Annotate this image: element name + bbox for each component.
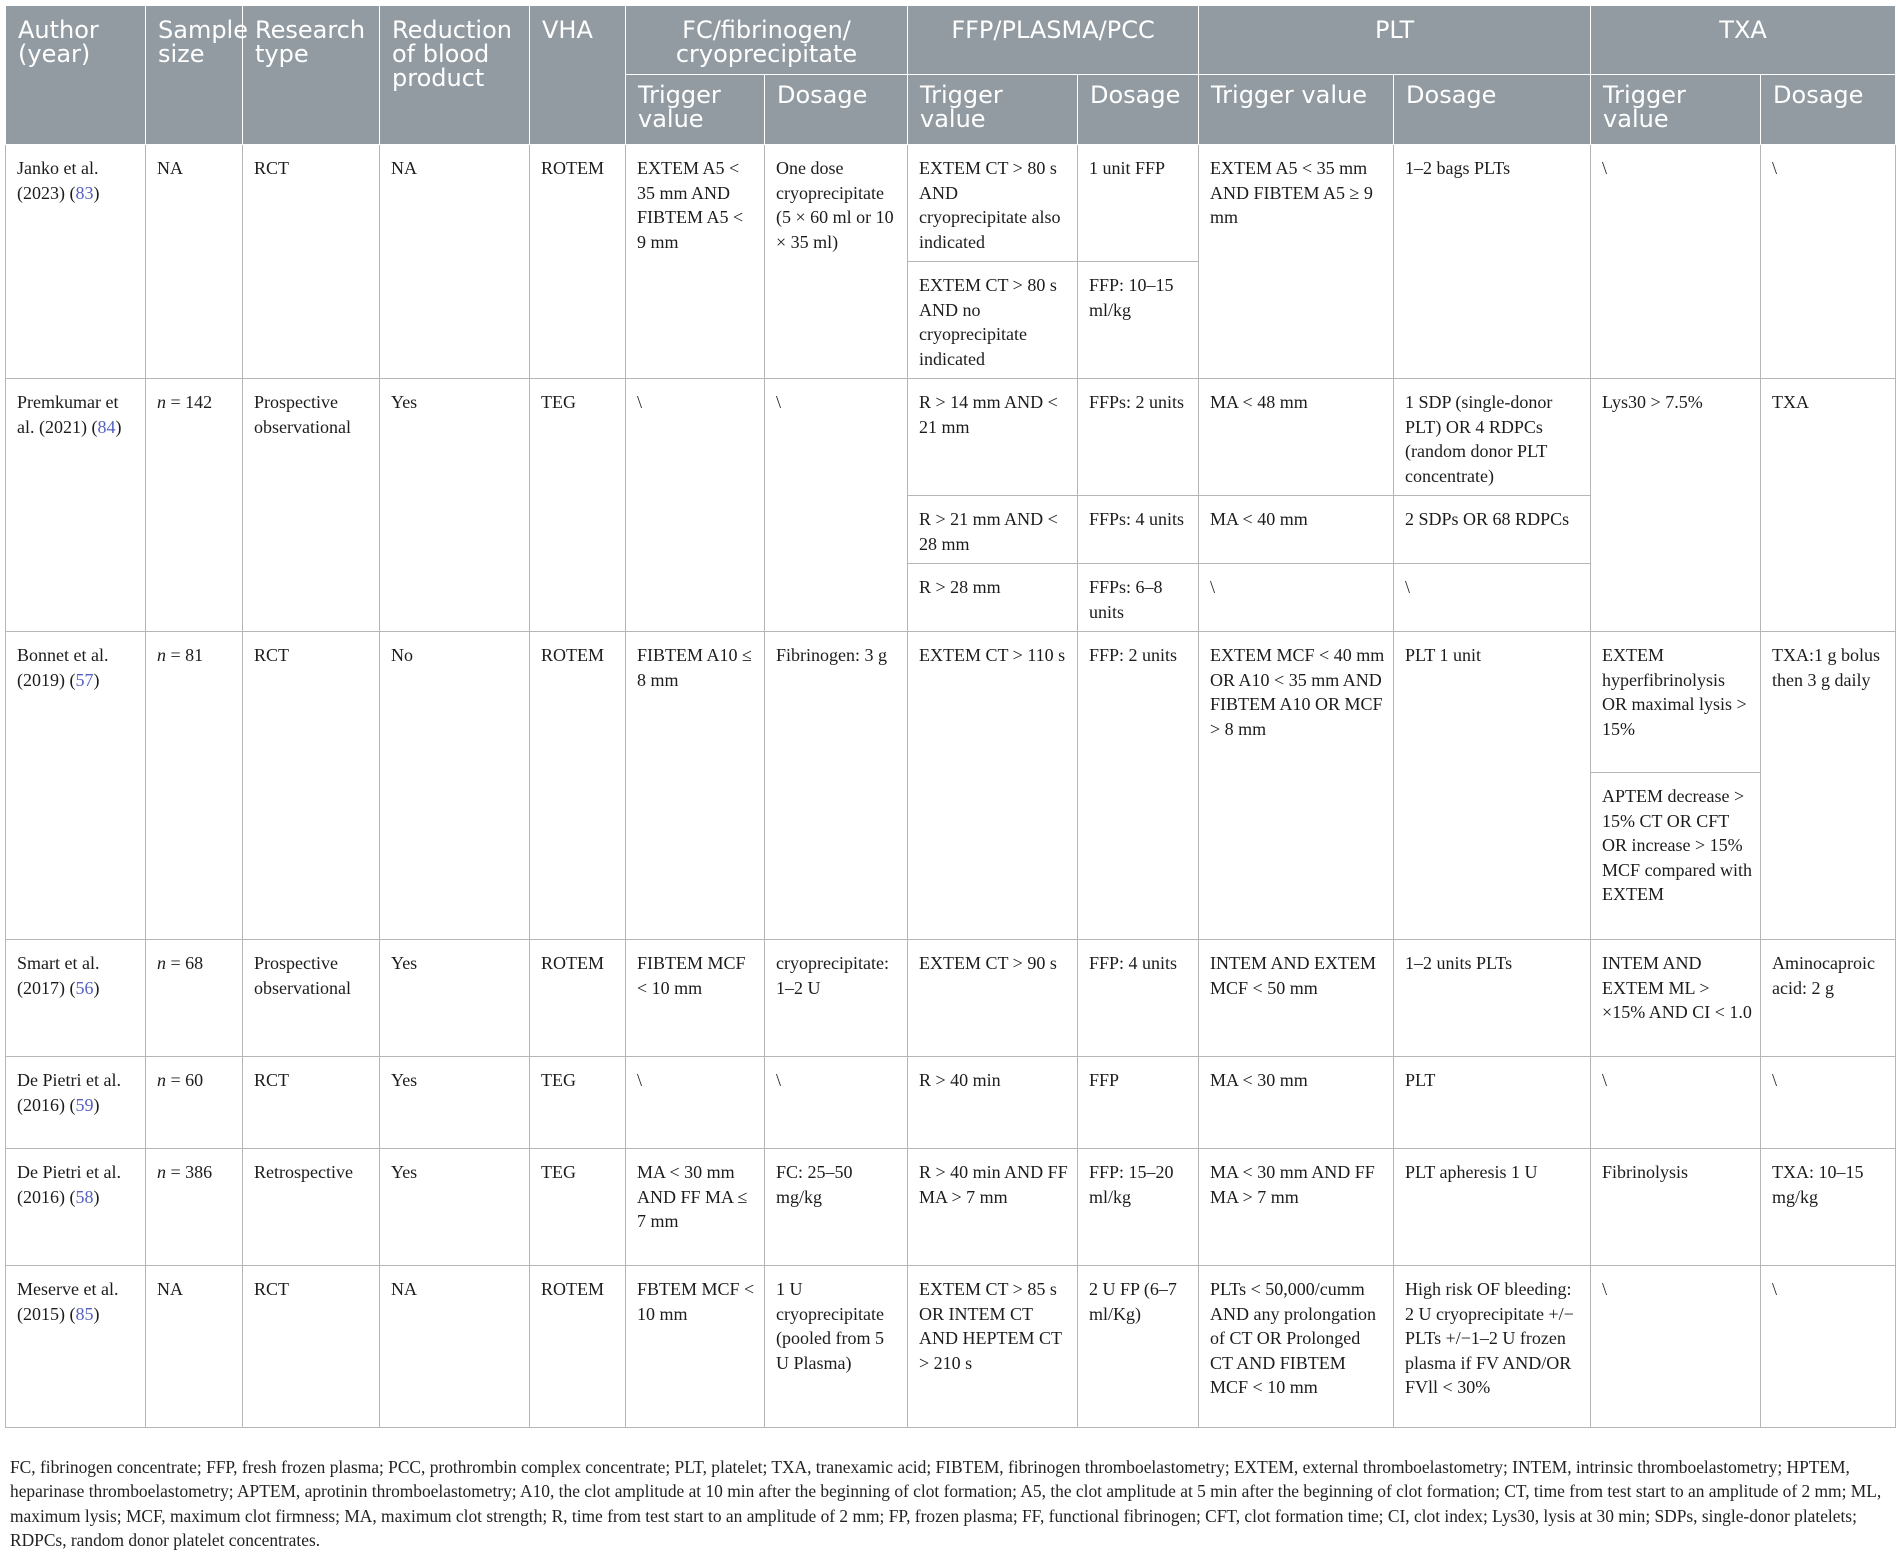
ffp-trigger-cell: EXTEM CT > 80 s AND no cryoprecipitate indicated bbox=[908, 262, 1078, 379]
reduction-cell: Yes bbox=[380, 1149, 530, 1266]
fc-dosage-cell: cryoprecipitate: 1–2 U bbox=[765, 940, 908, 1057]
type-cell: Prospective observational bbox=[243, 379, 380, 632]
table-row bbox=[6, 632, 1896, 773]
ffp-trigger-cell: EXTEM CT > 85 s OR INTEM CT AND HEPTEM CT > 210 s bbox=[908, 1266, 1078, 1428]
col-research-type: Research type bbox=[243, 6, 380, 145]
table-row bbox=[6, 1057, 1896, 1149]
ffp-dosage-cell: FFPs: 2 units bbox=[1078, 379, 1199, 496]
author-cell: Bonnet et al. (2019) (57) bbox=[6, 632, 146, 940]
fc-dosage-cell: FC: 25–50 mg/kg bbox=[765, 1149, 908, 1266]
vha-cell: ROTEM bbox=[530, 940, 626, 1057]
sample-cell: NA bbox=[146, 1266, 243, 1428]
col-fc-trigger: Trigger value bbox=[626, 75, 765, 145]
fc-trigger-cell: FBTEM MCF < 10 mm bbox=[626, 1266, 765, 1428]
ffp-dosage-cell: FFP: 4 units bbox=[1078, 940, 1199, 1057]
fc-dosage-cell: One dose cryoprecipitate (5 × 60 ml or 10 × 35 ml) bbox=[765, 145, 908, 379]
table-row bbox=[6, 1149, 1896, 1266]
reduction-cell: NA bbox=[380, 1266, 530, 1428]
ffp-trigger-cell: EXTEM CT > 80 s AND cryoprecipitate also indicated bbox=[908, 145, 1078, 262]
txa-dosage-cell: TXA:1 g bolus then 3 g daily bbox=[1761, 632, 1896, 940]
plt-trigger-cell: MA < 48 mm bbox=[1199, 379, 1394, 496]
plt-dosage-cell: PLT 1 unit bbox=[1394, 632, 1591, 940]
sample-cell: n = 60 bbox=[146, 1057, 243, 1149]
txa-trigger-cell: Fibrinolysis bbox=[1591, 1149, 1761, 1266]
reference-link[interactable]: 57 bbox=[75, 669, 94, 690]
type-cell: RCT bbox=[243, 1057, 380, 1149]
type-cell: RCT bbox=[243, 632, 380, 940]
txa-trigger-cell: \ bbox=[1591, 1057, 1761, 1149]
plt-trigger-cell: MA < 40 mm bbox=[1199, 496, 1394, 564]
reference-link[interactable]: 83 bbox=[75, 182, 94, 203]
reference-link[interactable]: 58 bbox=[75, 1186, 94, 1207]
txa-dosage-cell: Aminocaproic acid: 2 g bbox=[1761, 940, 1896, 1057]
ffp-trigger-cell: R > 14 mm AND < 21 mm bbox=[908, 379, 1078, 496]
ffp-trigger-cell: EXTEM CT > 110 s bbox=[908, 632, 1078, 940]
col-txa-dosage: Dosage bbox=[1761, 75, 1896, 145]
fc-dosage-cell: \ bbox=[765, 1057, 908, 1149]
plt-dosage-cell: \ bbox=[1394, 564, 1591, 632]
ffp-trigger-cell: R > 40 min AND FF MA > 7 mm bbox=[908, 1149, 1078, 1266]
ffp-dosage-cell: FFP: 2 units bbox=[1078, 632, 1199, 940]
reduction-cell: No bbox=[380, 632, 530, 940]
col-author: Author (year) bbox=[6, 6, 146, 145]
vha-cell: ROTEM bbox=[530, 145, 626, 379]
reduction-cell: Yes bbox=[380, 1057, 530, 1149]
reference-link[interactable]: 85 bbox=[75, 1303, 94, 1324]
plt-dosage-cell: PLT apheresis 1 U bbox=[1394, 1149, 1591, 1266]
author-cell: Premkumar et al. (2021) (84) bbox=[6, 379, 146, 632]
type-cell: Prospective observational bbox=[243, 940, 380, 1057]
ffp-dosage-cell: FFP: 15–20 ml/kg bbox=[1078, 1149, 1199, 1266]
table-row bbox=[6, 145, 1896, 262]
type-cell: RCT bbox=[243, 145, 380, 379]
plt-dosage-cell: 1 SDP (single-donor PLT) OR 4 RDPCs (random donor PLT concentrate) bbox=[1394, 379, 1591, 496]
author-cell: De Pietri et al. (2016) (59) bbox=[6, 1057, 146, 1149]
sample-cell: n = 68 bbox=[146, 940, 243, 1057]
txa-dosage-cell: TXA: 10–15 mg/kg bbox=[1761, 1149, 1896, 1266]
plt-trigger-cell: INTEM AND EXTEM MCF < 50 mm bbox=[1199, 940, 1394, 1057]
plt-trigger-cell: EXTEM A5 < 35 mm AND FIBTEM A5 ≥ 9 mm bbox=[1199, 145, 1394, 379]
col-group-fc: FC/fibrinogen/ cryoprecipitate bbox=[626, 6, 908, 75]
plt-trigger-cell: PLTs < 50,000/cumm AND any prolongation of CT OR Prolonged CT AND FIBTEM MCF < 10 mm bbox=[1199, 1266, 1394, 1428]
txa-trigger-cell: EXTEM hyperfibrinolysis OR maximal lysis > 15% bbox=[1591, 632, 1761, 773]
ffp-trigger-cell: R > 28 mm bbox=[908, 564, 1078, 632]
col-plt-trigger: Trigger value bbox=[1199, 75, 1394, 145]
txa-trigger-cell: APTEM decrease > 15% CT OR CFT OR increase > 15% MCF compared with EXTEM bbox=[1591, 773, 1761, 940]
vha-cell: TEG bbox=[530, 1149, 626, 1266]
vha-cell: TEG bbox=[530, 379, 626, 632]
header-row-group bbox=[6, 6, 1896, 75]
reduction-cell: NA bbox=[380, 145, 530, 379]
ffp-trigger-cell: R > 21 mm AND < 28 mm bbox=[908, 496, 1078, 564]
plt-dosage-cell: 2 SDPs OR 68 RDPCs bbox=[1394, 496, 1591, 564]
txa-dosage-cell: \ bbox=[1761, 1057, 1896, 1149]
txa-dosage-cell: \ bbox=[1761, 145, 1896, 379]
author-cell: De Pietri et al. (2016) (58) bbox=[6, 1149, 146, 1266]
reference-link[interactable]: 56 bbox=[75, 977, 94, 998]
col-vha: VHA bbox=[530, 6, 626, 145]
plt-trigger-cell: MA < 30 mm bbox=[1199, 1057, 1394, 1149]
txa-dosage-cell: TXA bbox=[1761, 379, 1896, 632]
col-txa-trigger: Trigger value bbox=[1591, 75, 1761, 145]
plt-dosage-cell: High risk OF bleeding: 2 U cryoprecipitate +/− PLTs +/−1–2 U frozen plasma if FV AND/OR FVll < 30% bbox=[1394, 1266, 1591, 1428]
fc-trigger-cell: MA < 30 mm AND FF MA ≤ 7 mm bbox=[626, 1149, 765, 1266]
col-fc-dosage: Dosage bbox=[765, 75, 908, 145]
col-group-plt: PLT bbox=[1199, 6, 1591, 75]
ffp-dosage-cell: FFP bbox=[1078, 1057, 1199, 1149]
ffp-dosage-cell: 1 unit FFP bbox=[1078, 145, 1199, 262]
vha-cell: ROTEM bbox=[530, 632, 626, 940]
reduction-cell: Yes bbox=[380, 940, 530, 1057]
col-group-ffp: FFP/PLASMA/PCC bbox=[908, 6, 1199, 75]
plt-dosage-cell: 1–2 units PLTs bbox=[1394, 940, 1591, 1057]
col-plt-dosage: Dosage bbox=[1394, 75, 1591, 145]
type-cell: Retrospective bbox=[243, 1149, 380, 1266]
table-row bbox=[6, 940, 1896, 1057]
reference-link[interactable]: 59 bbox=[75, 1094, 94, 1115]
plt-dosage-cell: 1–2 bags PLTs bbox=[1394, 145, 1591, 379]
plt-dosage-cell: PLT bbox=[1394, 1057, 1591, 1149]
author-cell: Janko et al. (2023) (83) bbox=[6, 145, 146, 379]
table-row bbox=[6, 379, 1896, 496]
fc-trigger-cell: \ bbox=[626, 1057, 765, 1149]
fc-dosage-cell: 1 U cryoprecipitate (pooled from 5 U Plasma) bbox=[765, 1266, 908, 1428]
ffp-dosage-cell: FFP: 10–15 ml/kg bbox=[1078, 262, 1199, 379]
txa-trigger-cell: INTEM AND EXTEM ML > ×15% AND CI < 1.0 bbox=[1591, 940, 1761, 1057]
sample-cell: NA bbox=[146, 145, 243, 379]
ffp-dosage-cell: FFPs: 4 units bbox=[1078, 496, 1199, 564]
type-cell: RCT bbox=[243, 1266, 380, 1428]
ffp-trigger-cell: EXTEM CT > 90 s bbox=[908, 940, 1078, 1057]
col-ffp-dosage: Dosage bbox=[1078, 75, 1199, 145]
ffp-dosage-cell: 2 U FP (6–7 ml/Kg) bbox=[1078, 1266, 1199, 1428]
txa-dosage-cell: \ bbox=[1761, 1266, 1896, 1428]
vha-cell: TEG bbox=[530, 1057, 626, 1149]
table-row bbox=[6, 1266, 1896, 1428]
fc-trigger-cell: EXTEM A5 < 35 mm AND FIBTEM A5 < 9 mm bbox=[626, 145, 765, 379]
fc-dosage-cell: Fibrinogen: 3 g bbox=[765, 632, 908, 940]
plt-trigger-cell: \ bbox=[1199, 564, 1394, 632]
fc-trigger-cell: FIBTEM A10 ≤ 8 mm bbox=[626, 632, 765, 940]
sample-cell: n = 386 bbox=[146, 1149, 243, 1266]
ffp-trigger-cell: R > 40 min bbox=[908, 1057, 1078, 1149]
sample-cell: n = 142 bbox=[146, 379, 243, 632]
plt-trigger-cell: MA < 30 mm AND FF MA > 7 mm bbox=[1199, 1149, 1394, 1266]
txa-trigger-cell: \ bbox=[1591, 1266, 1761, 1428]
vha-trigger-table bbox=[5, 5, 1896, 1428]
sample-cell: n = 81 bbox=[146, 632, 243, 940]
col-group-txa: TXA bbox=[1591, 6, 1896, 75]
reference-link[interactable]: 84 bbox=[97, 416, 116, 437]
table-footnote: FC, fibrinogen concentrate; FFP, fresh frozen plasma; PCC, prothrombin complex concentrate; PLT, platelet; TXA, tranexamic acid; FIBTEM, fibrinogen thromboelastometry; EXTEM, external thromboelastometry; INTEM, intrinsic thromboelastometry; HPTEM, heparinase thromboelastometry; APTEM, aprotinin thromboelastometry; A10, the clot amplitude at 10 min after the beginning of clot formation; A5, the clot amplitude at 5 min after the beginning of clot formation; CT, time from test start to an amplitude of 2 mm; ML, maximum lysis; MCF, maximum clot firmness; MA, maximum clot strength; R, time from test start to an amplitude of 2 mm; FP, frozen plasma; FF, functional fibrinogen; CFT, clot formation time; CI, clot index; Lys30, lysis at 30 min; SDPs, single-donor platelets; RDPCs, random donor platelet concentrates. bbox=[10, 1457, 1882, 1551]
author-cell: Smart et al. (2017) (56) bbox=[6, 940, 146, 1057]
reduction-cell: Yes bbox=[380, 379, 530, 632]
fc-dosage-cell: \ bbox=[765, 379, 908, 632]
col-sample-size: Sample size bbox=[146, 6, 243, 145]
txa-trigger-cell: \ bbox=[1591, 145, 1761, 379]
col-reduction: Reduction of blood product bbox=[380, 6, 530, 145]
col-ffp-trigger: Trigger value bbox=[908, 75, 1078, 145]
txa-trigger-cell: Lys30 > 7.5% bbox=[1591, 379, 1761, 632]
plt-trigger-cell: EXTEM MCF < 40 mm OR A10 < 35 mm AND FIBTEM A10 OR MCF > 8 mm bbox=[1199, 632, 1394, 940]
ffp-dosage-cell: FFPs: 6–8 units bbox=[1078, 564, 1199, 632]
vha-cell: ROTEM bbox=[530, 1266, 626, 1428]
fc-trigger-cell: \ bbox=[626, 379, 765, 632]
author-cell: Meserve et al. (2015) (85) bbox=[6, 1266, 146, 1428]
fc-trigger-cell: FIBTEM MCF < 10 mm bbox=[626, 940, 765, 1057]
